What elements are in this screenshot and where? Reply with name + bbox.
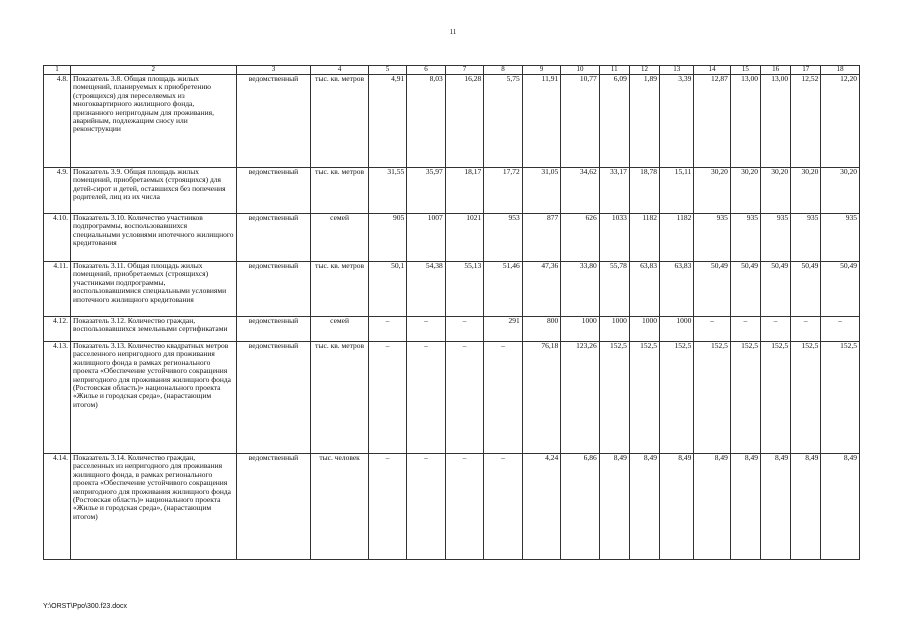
- value-cell: 8,49: [694, 454, 730, 560]
- row-number-cell: 4.14.: [44, 454, 71, 560]
- value-cell: 51,46: [484, 262, 523, 317]
- row-number-cell: 4.9.: [44, 168, 71, 214]
- unit-cell: тыс. кв. метров: [311, 168, 368, 214]
- row-number-cell: 4.12.: [44, 317, 71, 342]
- indicator-type-cell: ведомственный: [236, 342, 311, 454]
- table-row: [44, 168, 860, 214]
- column-number-row: [44, 66, 860, 75]
- value-cell: 18,78: [629, 168, 659, 214]
- column-number: 12: [629, 66, 659, 75]
- column-number: 15: [730, 66, 760, 75]
- value-cell: 12,20: [821, 75, 860, 168]
- indicator-type-cell: ведомственный: [236, 317, 311, 342]
- value-cell: 1000: [660, 317, 694, 342]
- value-cell: 1000: [599, 317, 629, 342]
- value-cell: –: [791, 317, 821, 342]
- column-number: 4: [311, 66, 368, 75]
- value-cell: –: [407, 342, 446, 454]
- value-cell: 63,83: [629, 262, 659, 317]
- value-cell: 877: [522, 214, 561, 262]
- value-cell: 1182: [629, 214, 659, 262]
- value-cell: –: [445, 342, 484, 454]
- value-cell: 30,20: [821, 168, 860, 214]
- table-body: [44, 75, 860, 560]
- value-cell: –: [730, 317, 760, 342]
- unit-cell: семей: [311, 214, 368, 262]
- value-cell: 152,5: [730, 342, 760, 454]
- value-cell: –: [368, 454, 407, 560]
- value-cell: 8,49: [821, 454, 860, 560]
- value-cell: 1000: [561, 317, 600, 342]
- indicator-type-cell: ведомственный: [236, 214, 311, 262]
- value-cell: 935: [760, 214, 790, 262]
- unit-cell: семей: [311, 317, 368, 342]
- value-cell: 1033: [599, 214, 629, 262]
- value-cell: –: [821, 317, 860, 342]
- value-cell: 31,55: [368, 168, 407, 214]
- value-cell: 152,5: [629, 342, 659, 454]
- value-cell: 4,24: [522, 454, 561, 560]
- row-number-cell: 4.8.: [44, 75, 71, 168]
- indicator-name-cell: Показатель 3.9. Общая площадь жилых помещений, приобретаемых (строящихся) для детей-сирот и детей, оставшихся без попечения родителей, лиц из их числа: [71, 168, 236, 214]
- value-cell: –: [694, 317, 730, 342]
- value-cell: 50,49: [694, 262, 730, 317]
- column-number: 18: [821, 66, 860, 75]
- indicator-name-cell: Показатель 3.13. Количество квадратных метров расселенного непригодного для проживания жилищного фонда в рамках регионального проекта «Обеспечение устойчивого сокращения непригодного для проживания жилищного фонда (Ростовская область)» национального проекта «Жилье и городская среда», (нарастающим итогом): [71, 342, 236, 454]
- value-cell: 8,49: [730, 454, 760, 560]
- value-cell: 55,13: [445, 262, 484, 317]
- value-cell: 11,91: [522, 75, 561, 168]
- indicator-type-cell: ведомственный: [236, 262, 311, 317]
- value-cell: 33,80: [561, 262, 600, 317]
- value-cell: 16,28: [445, 75, 484, 168]
- column-number: 14: [694, 66, 730, 75]
- value-cell: 123,26: [561, 342, 600, 454]
- value-cell: 8,49: [760, 454, 790, 560]
- row-number-cell: 4.13.: [44, 342, 71, 454]
- column-number: 9: [522, 66, 561, 75]
- value-cell: 30,20: [694, 168, 730, 214]
- value-cell: 8,03: [407, 75, 446, 168]
- indicator-type-cell: ведомственный: [236, 454, 311, 560]
- value-cell: 152,5: [760, 342, 790, 454]
- value-cell: –: [484, 342, 523, 454]
- value-cell: 8,49: [599, 454, 629, 560]
- table-row: [44, 262, 860, 317]
- unit-cell: тыс. кв. метров: [311, 342, 368, 454]
- unit-cell: тыс. кв. метров: [311, 75, 368, 168]
- column-number: 13: [660, 66, 694, 75]
- column-number: 7: [445, 66, 484, 75]
- column-number: 3: [236, 66, 311, 75]
- table-row: [44, 214, 860, 262]
- value-cell: –: [760, 317, 790, 342]
- column-number: 16: [760, 66, 790, 75]
- column-number: 8: [484, 66, 523, 75]
- value-cell: –: [445, 454, 484, 560]
- value-cell: 152,5: [599, 342, 629, 454]
- value-cell: 1021: [445, 214, 484, 262]
- value-cell: 3,39: [660, 75, 694, 168]
- value-cell: 30,20: [760, 168, 790, 214]
- value-cell: 152,5: [821, 342, 860, 454]
- value-cell: 291: [484, 317, 523, 342]
- value-cell: 152,5: [694, 342, 730, 454]
- value-cell: 10,77: [561, 75, 600, 168]
- value-cell: 1000: [629, 317, 659, 342]
- value-cell: 50,49: [730, 262, 760, 317]
- value-cell: –: [484, 454, 523, 560]
- value-cell: 935: [821, 214, 860, 262]
- column-number: 1: [44, 66, 71, 75]
- row-number-cell: 4.10.: [44, 214, 71, 262]
- value-cell: 4,91: [368, 75, 407, 168]
- column-number: 10: [561, 66, 600, 75]
- indicator-type-cell: ведомственный: [236, 75, 311, 168]
- file-path-footer: Y:\ORST\Ppo\300.f23.docx: [43, 603, 128, 610]
- indicator-type-cell: ведомственный: [236, 168, 311, 214]
- value-cell: 55,78: [599, 262, 629, 317]
- table-row: [44, 342, 860, 454]
- value-cell: –: [407, 454, 446, 560]
- value-cell: 953: [484, 214, 523, 262]
- value-cell: 50,1: [368, 262, 407, 317]
- value-cell: 935: [791, 214, 821, 262]
- value-cell: –: [368, 317, 407, 342]
- value-cell: 30,20: [730, 168, 760, 214]
- value-cell: 12,52: [791, 75, 821, 168]
- column-number: 6: [407, 66, 446, 75]
- unit-cell: тыс. кв. метров: [311, 262, 368, 317]
- value-cell: 50,49: [821, 262, 860, 317]
- value-cell: 35,97: [407, 168, 446, 214]
- column-number: 11: [599, 66, 629, 75]
- value-cell: 17,72: [484, 168, 523, 214]
- value-cell: –: [407, 317, 446, 342]
- value-cell: 905: [368, 214, 407, 262]
- value-cell: 935: [694, 214, 730, 262]
- value-cell: 54,38: [407, 262, 446, 317]
- indicator-name-cell: Показатель 3.12. Количество граждан, воспользовавшихся земельными сертификатами: [71, 317, 236, 342]
- value-cell: 8,49: [660, 454, 694, 560]
- value-cell: 6,09: [599, 75, 629, 168]
- column-number: 5: [368, 66, 407, 75]
- value-cell: 18,17: [445, 168, 484, 214]
- value-cell: 1007: [407, 214, 446, 262]
- indicator-name-cell: Показатель 3.11. Общая площадь жилых помещений, приобретаемых (строящихся) участниками подпрограммы, воспользовавшимися специальными условиями ипотечного жилищного кредитования: [71, 262, 236, 317]
- value-cell: 13,00: [730, 75, 760, 168]
- value-cell: 626: [561, 214, 600, 262]
- value-cell: 1182: [660, 214, 694, 262]
- value-cell: 8,49: [629, 454, 659, 560]
- value-cell: 152,5: [791, 342, 821, 454]
- value-cell: 5,75: [484, 75, 523, 168]
- value-cell: 34,62: [561, 168, 600, 214]
- page-number: 11: [449, 28, 457, 36]
- value-cell: 13,00: [760, 75, 790, 168]
- value-cell: –: [368, 342, 407, 454]
- value-cell: 76,18: [522, 342, 561, 454]
- value-cell: 935: [730, 214, 760, 262]
- value-cell: 31,05: [522, 168, 561, 214]
- indicator-name-cell: Показатель 3.14. Количество граждан, расселенных из непригодного для проживания жилищного фонда, в рамках регионального проекта «Обеспечение устойчивого сокращения непригодного для проживания жилищного фонда (Ростовская область)» национального проекта «Жилье и городская среда», (нарастающим итогом): [71, 454, 236, 560]
- table-row: [44, 317, 860, 342]
- value-cell: 50,49: [760, 262, 790, 317]
- indicator-name-cell: Показатель 3.8. Общая площадь жилых помещений, планируемых к приобретению (строящихся) для переселяемых из многоквартирного жилищного фонда, признанного непригодным для проживания, аварийным, подлежащим сносу или реконструкции: [71, 75, 236, 168]
- value-cell: 8,49: [791, 454, 821, 560]
- column-number: 17: [791, 66, 821, 75]
- value-cell: 30,20: [791, 168, 821, 214]
- value-cell: 800: [522, 317, 561, 342]
- value-cell: 6,86: [561, 454, 600, 560]
- column-number: 2: [71, 66, 236, 75]
- value-cell: 33,17: [599, 168, 629, 214]
- value-cell: 12,87: [694, 75, 730, 168]
- value-cell: 50,49: [791, 262, 821, 317]
- row-number-cell: 4.11.: [44, 262, 71, 317]
- indicator-name-cell: Показатель 3.10. Количество участников подпрограммы, воспользовавшихся специальными условиями ипотечного жилищного кредитования: [71, 214, 236, 262]
- indicators-table: [43, 65, 860, 560]
- unit-cell: тыс. человек: [311, 454, 368, 560]
- value-cell: 1,89: [629, 75, 659, 168]
- value-cell: 47,36: [522, 262, 561, 317]
- value-cell: –: [445, 317, 484, 342]
- value-cell: 15,11: [660, 168, 694, 214]
- table-row: [44, 454, 860, 560]
- value-cell: 63,83: [660, 262, 694, 317]
- table-row: [44, 75, 860, 168]
- value-cell: 152,5: [660, 342, 694, 454]
